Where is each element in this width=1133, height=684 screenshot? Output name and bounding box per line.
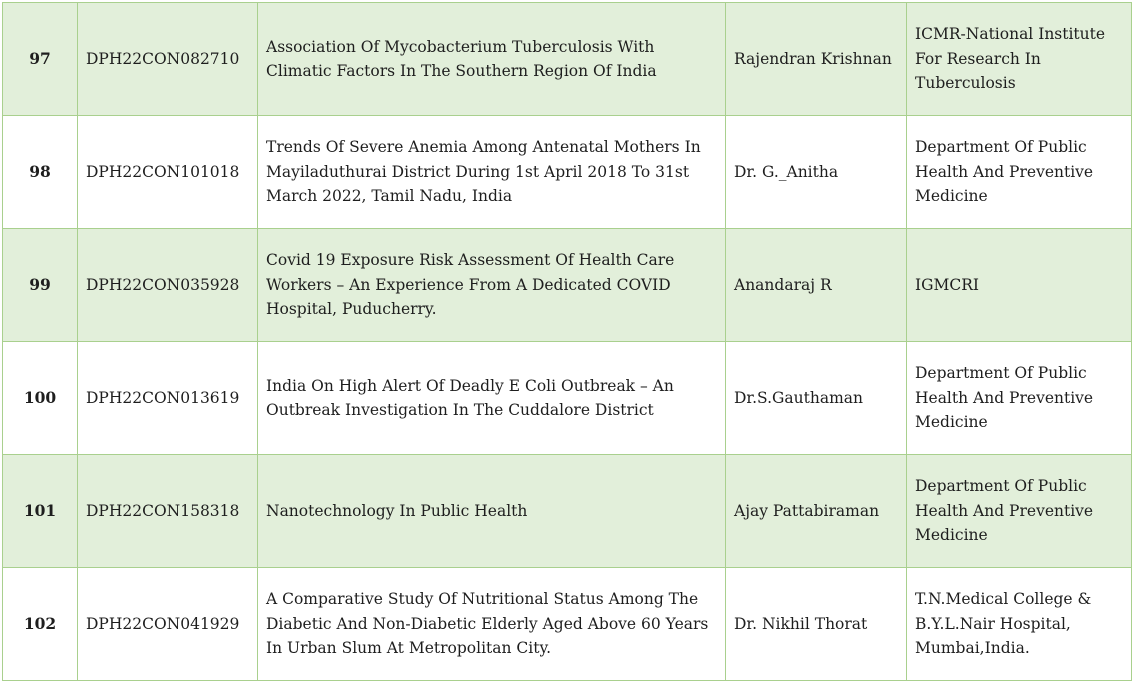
abstract-id-cell: DPH22CON035928 [78, 229, 258, 342]
table-row [3, 342, 1132, 455]
institution-cell: Department Of Public Health And Preventive Medicine [907, 342, 1132, 455]
table-row [3, 455, 1132, 568]
institution-cell: ICMR-National Institute For Research In Tuberculosis [907, 3, 1132, 116]
abstracts-table [2, 2, 1132, 681]
abstract-title-cell: Association Of Mycobacterium Tuberculosis With Climatic Factors In The Southern Region Of India [258, 3, 726, 116]
author-cell: Dr. G._Anitha [726, 116, 907, 229]
institution-cell: IGMCRI [907, 229, 1132, 342]
abstract-title-cell: Trends Of Severe Anemia Among Antenatal Mothers In Mayiladuthurai District During 1st April 2018 To 31st March 2022, Tamil Nadu, India [258, 116, 726, 229]
institution-cell: Department Of Public Health And Preventive Medicine [907, 455, 1132, 568]
serial-number-cell: 99 [3, 229, 78, 342]
serial-number-cell: 101 [3, 455, 78, 568]
abstract-id-cell: DPH22CON158318 [78, 455, 258, 568]
serial-number-cell: 97 [3, 3, 78, 116]
abstract-id-cell: DPH22CON101018 [78, 116, 258, 229]
serial-number-cell: 102 [3, 568, 78, 681]
abstract-title-cell: India On High Alert Of Deadly E Coli Outbreak – An Outbreak Investigation In The Cuddalore District [258, 342, 726, 455]
institution-cell: T.N.Medical College & B.Y.L.Nair Hospital, Mumbai,India. [907, 568, 1132, 681]
abstract-title-cell: A Comparative Study Of Nutritional Status Among The Diabetic And Non-Diabetic Elderly Aged Above 60 Years In Urban Slum At Metropolitan City. [258, 568, 726, 681]
abstract-title-cell: Covid 19 Exposure Risk Assessment Of Health Care Workers – An Experience From A Dedicated COVID Hospital, Puducherry. [258, 229, 726, 342]
author-cell: Anandaraj R [726, 229, 907, 342]
table-row [3, 568, 1132, 681]
serial-number-cell: 100 [3, 342, 78, 455]
abstract-title-cell: Nanotechnology In Public Health [258, 455, 726, 568]
abstract-id-cell: DPH22CON041929 [78, 568, 258, 681]
abstract-id-cell: DPH22CON082710 [78, 3, 258, 116]
table-row [3, 3, 1132, 116]
serial-number-cell: 98 [3, 116, 78, 229]
author-cell: Rajendran Krishnan [726, 3, 907, 116]
author-cell: Dr. Nikhil Thorat [726, 568, 907, 681]
table-row [3, 116, 1132, 229]
institution-cell: Department Of Public Health And Preventive Medicine [907, 116, 1132, 229]
author-cell: Dr.S.Gauthaman [726, 342, 907, 455]
author-cell: Ajay Pattabiraman [726, 455, 907, 568]
abstract-id-cell: DPH22CON013619 [78, 342, 258, 455]
table-row [3, 229, 1132, 342]
